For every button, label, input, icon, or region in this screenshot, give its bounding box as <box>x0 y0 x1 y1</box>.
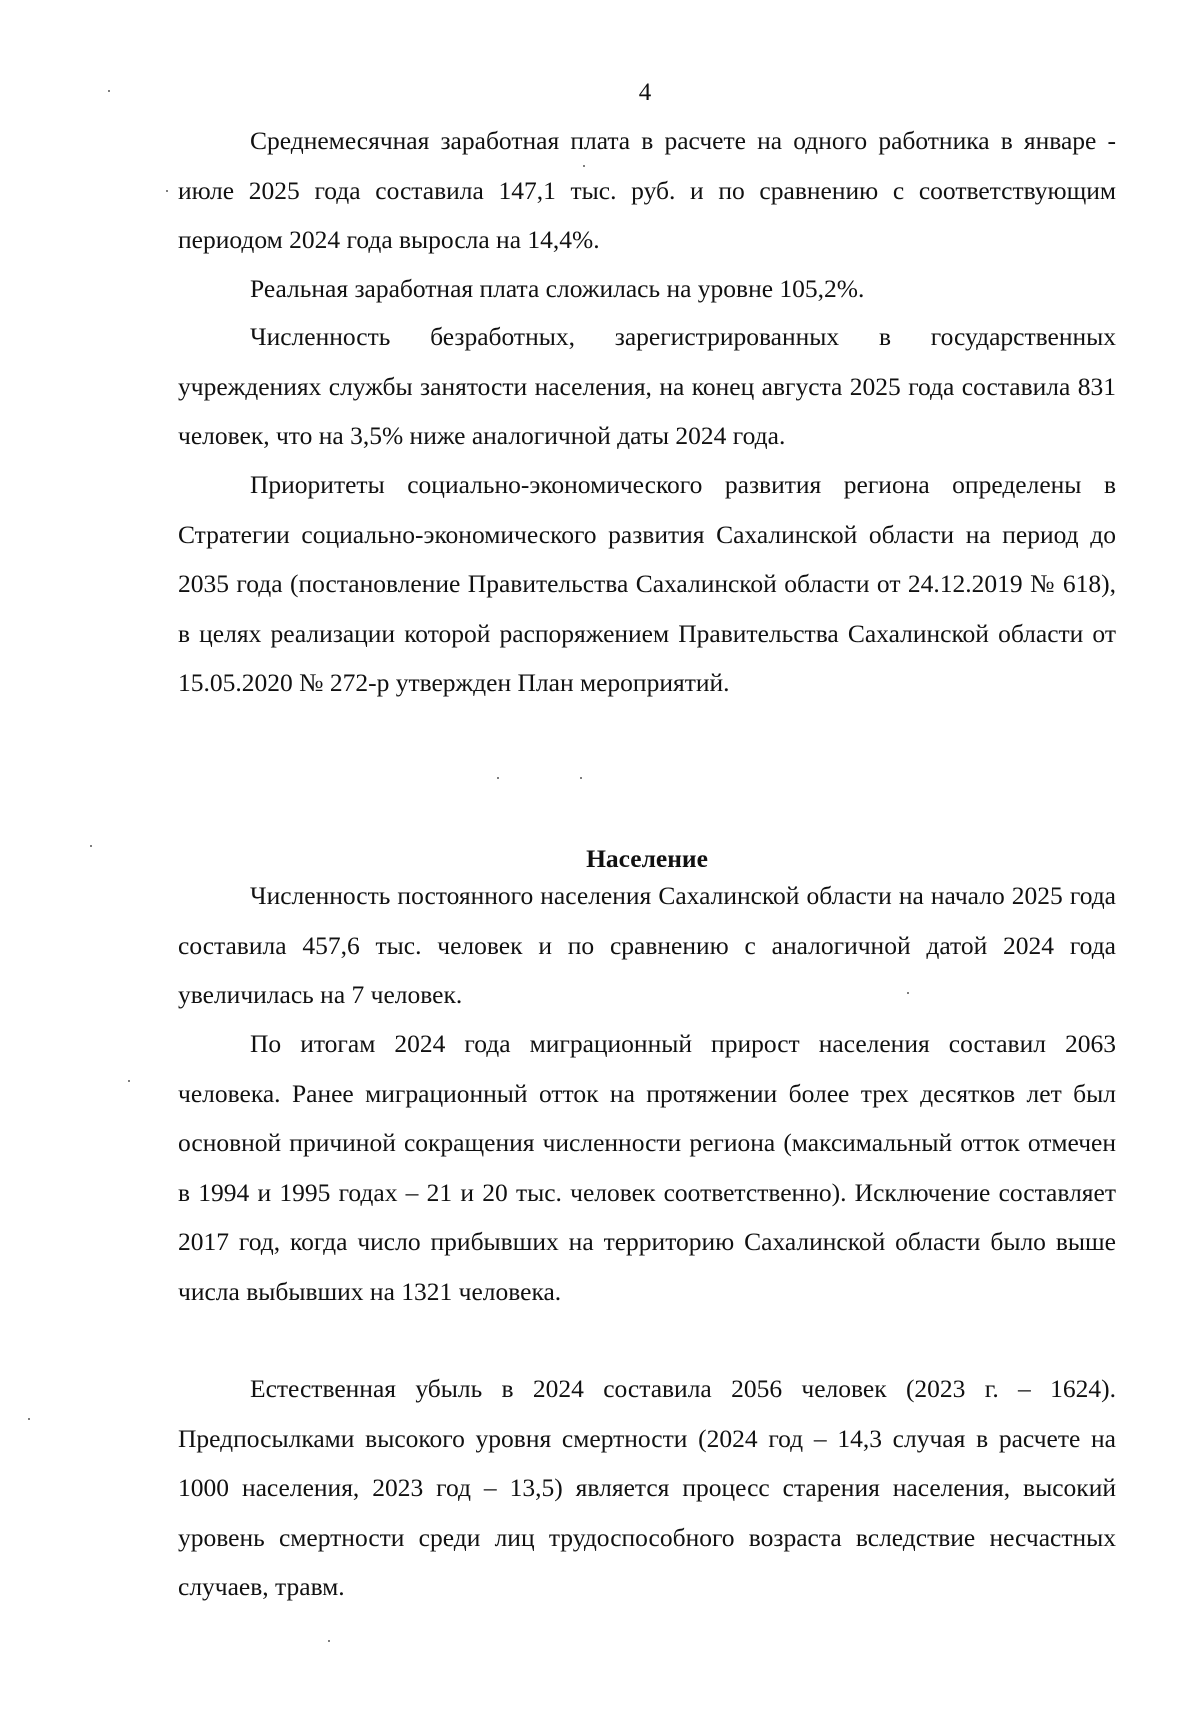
scan-speck <box>166 190 168 192</box>
scan-speck <box>90 845 92 847</box>
paragraph-natural-decline: Естественная убыль в 2024 составила 2056 человек (2023 г. – 1624). Предпосылками высокого уровня смертности (2024 год – 14,3 случая в расчете на 1000 населения, 2023 год – 13,5) является процесс старения населения, высокий уровень смертности среди лиц трудоспособного возраста вследствие несчастных случаев, травм. <box>178 1374 1116 1601</box>
paragraph-migration: По итогам 2024 года миграционный прирост населения составил 2063 человека. Ранее миграционный отток на протяжении более трех десятков лет был основной причиной сокращения численности региона (максимальный отток отмечен в 1994 и 1995 годах – 21 и 20 тыс. человек соответственно). Исключение составляет 2017 год, когда число прибывших на территорию Сахалинской области было выше числа выбывших на 1321 человека. <box>178 1029 1116 1306</box>
scan-speck <box>497 777 499 779</box>
scan-speck <box>580 777 582 779</box>
scan-speck <box>108 90 110 92</box>
page-number: 4 <box>638 79 652 106</box>
paragraph-strategy-priorities: Приоритеты социально-экономического развития региона определены в Стратегии социально-экономического развития Сахалинской области на период до 2035 года (постановление Правительства Сахалинской области от 24.12.2019 № 618), в целях реализации которой распоряжением Правительства Сахалинской области от 15.05.2020 № 272-р утвержден План мероприятий. <box>178 470 1116 697</box>
paragraph-unemployed: Численность безработных, зарегистрированных в государственных учреждениях службы занятости населения, на конец августа 2025 года составила 831 человек, что на 3,5% ниже аналогичной даты 2024 года. <box>178 322 1116 450</box>
scan-speck <box>128 1080 130 1082</box>
scan-speck <box>328 1640 330 1642</box>
scan-speck <box>583 165 585 167</box>
scan-speck <box>28 1418 30 1420</box>
paragraph-average-salary: Среднемесячная заработная плата в расчете на одного работника в январе - июле 2025 года составила 147,1 тыс. руб. и по сравнению с соответствующим периодом 2024 года выросла на 14,4%. <box>178 126 1116 254</box>
paragraph-real-salary: Реальная заработная плата сложилась на уровне 105,2%. <box>250 274 865 303</box>
paragraph-population-count: Численность постоянного населения Сахалинской области на начало 2025 года составила 457,6 тыс. человек и по сравнению с аналогичной датой 2024 года увеличилась на 7 человек. <box>178 881 1116 1009</box>
section-heading-population: Население <box>586 844 708 873</box>
scan-speck <box>907 992 909 994</box>
